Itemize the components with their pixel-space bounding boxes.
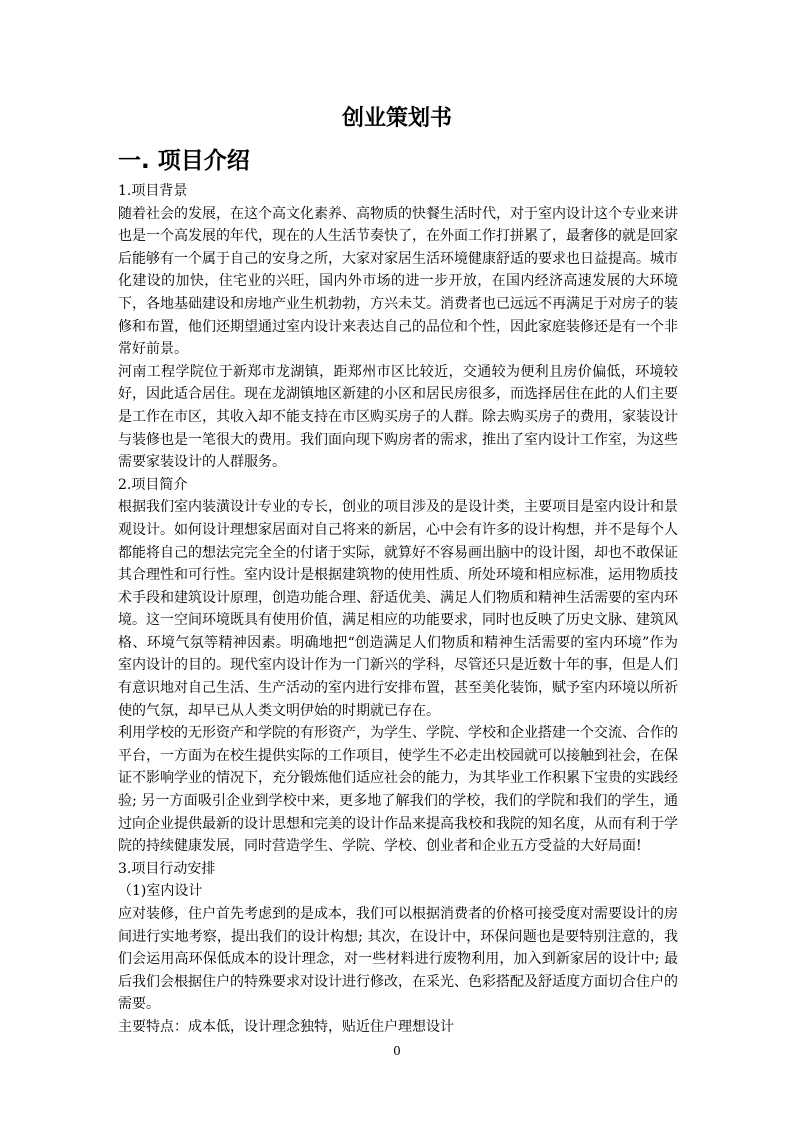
document-body <box>118 180 678 1039</box>
subheading-interior-design: （1)室内设计 <box>118 883 203 900</box>
paragraph-background-1: 随着社会的发展，在这个高文化素养、高物质的快餐生活时代，对于室内设计这个专业来讲也是一个高发展的年代，现在的人生活节奏快了，在外面工作打拼累了，最奢侈的就是回家后能够有一个属于自己的安身之所，大家对家居生活环境健康舒适的要求也日益提高。城市化建设的加快，住宅业的兴旺，国内外市场的进一步开放，在国内经济高速发展的大环境下，各地基础建设和房地产业生机勃勃，方兴未艾。消费者也已远远不再满足于对房子的装修和布置，他们还期望通过室内设计来表达自己的品位和个性，因此家庭装修还是有一个非常好前景。 <box>118 205 678 358</box>
document-title: 创业策划书 <box>341 106 452 131</box>
subheading-action-plan: 3.项目行动安排 <box>118 860 216 877</box>
paragraph-background-2: 河南工程学院位于新郑市龙湖镇，距郑州市区比较近，交通较为便利且房价偏低，环境较好，因此适合居住。现在龙湖镇地区新建的小区和居民房很多，而选择居住在此的人们主要是工作在市区，其收入却不能支持在市区购买房子的人群。除去购买房子的费用，家装设计与装修也是一笔很大的费用。我们面向现下购房者的需求，推出了室内设计工作室，为这些需要家装设计的人群服务。 <box>118 363 678 471</box>
paragraph-summary-1: 根据我们室内装潢设计专业的专长，创业的项目涉及的是设计类，主要项目是室内设计和景观设计。如何设计理想家居面对自己将来的新居，心中会有许多的设计构想，并不是每个人都能将自己的想法完完全全的付诸于实际，就算好不容易画出脑中的设计图，却也不敢保证其合理性和可行性。室内设计是根据建筑物的使用性质、所处环境和相应标准，运用物质技术手段和建筑设计原理，创造功能合理、舒适优美、满足人们物质和精神生活需要的室内环境。这一空间环境既具有使用价值，满足相应的功能要求，同时也反映了历史文脉、建筑风格、环境气氛等精神因素。明确地把“创造满足人们物质和精神生活需要的室内环境”作为室内设计的目的。现代室内设计作为一门新兴的学科，尽管还只是近数十年的事，但是人们有意识地对自己生活、生产活动的室内进行安排布置，甚至美化装饰，赋予室内环境以所祈使的气氛，却早已从人类文明伊始的时期就已存在。 <box>118 499 678 719</box>
subheading-project-background: 1.项目背景 <box>118 183 188 199</box>
page-number: 0 <box>393 1044 401 1058</box>
subheading-project-summary: 2.项目简介 <box>118 476 188 493</box>
paragraph-summary-2: 利用学校的无形资产和学院的有形资产，为学生、学院、学校和企业搭建一个交流、合作的平台，一方面为在校生提供实际的工作项目，使学生不必走出校园就可以接触到社会，在保证不影响学业的情况下，充分锻炼他们适应社会的能力，为其毕业工作积累下宝贵的实践经验; 另一方面吸引企业到学校中来，更多地了解我们的学校，我们的学院和我们的学生，通过向企业提供最新的设计思想和完美的设计作品来提高我校和我院的知名度，从而有利于学院的持续健康发展，同时营造学生、学院、学校、创业者和企业五方受益的大好局面! <box>118 725 678 855</box>
section-heading-project-intro: 一. 项目介绍 <box>118 148 250 174</box>
paragraph-interior-design: 应对装修，住户首先考虑到的是成本，我们可以根据消费者的价格可接受度对需要设计的房间进行实地考察，提出我们的设计构想; 其次，在设计中，环保问题也是要特别注意的，我们会运用高环保低成本的设计理念，对一些材料进行废物利用，加入到新家居的设计中; 最后我们会根据住户的特殊要求对设计进行修改，在采光、色彩搭配及舒适度方面切合住户的需要。 <box>118 906 678 1013</box>
paragraph-main-features: 主要特点：成本低，设计理念独特，贴近住户理想设计 <box>118 1018 454 1035</box>
